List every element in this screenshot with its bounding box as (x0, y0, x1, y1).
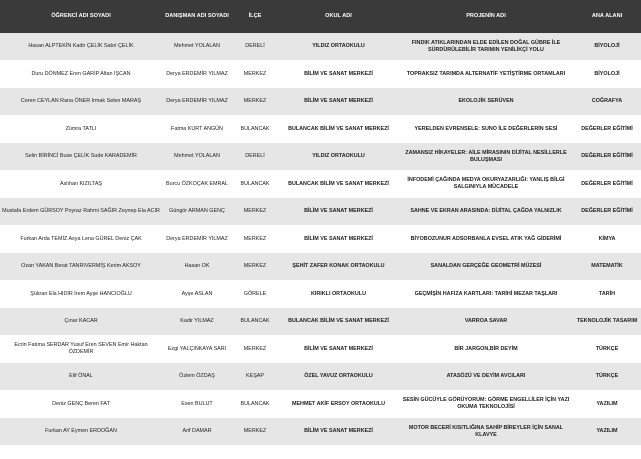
field-cell: DEĞERLER EĞİTİMİ (573, 198, 641, 226)
header-student: ÖĞRENCİ ADI SOYADI (0, 0, 162, 33)
student-cell: Hasan ALPTEKİN Kadir ÇELİK Sabri ÇELİK (0, 33, 162, 61)
table-row (0, 116, 641, 143)
student-cell: Mustafa Erdem GÜRSOY Poyraz Rahmi SAĞIR Zeynep Ela ACIR (0, 198, 162, 226)
student-cell: Şükran Ela HIDIR İrem Ayşe HANCIOĞLU (0, 281, 162, 308)
table-body (0, 33, 641, 446)
project-cell: BİR JARGON,BİR DEYİM (399, 336, 573, 363)
district-cell: BULANCAK (232, 308, 278, 336)
table-header (0, 0, 641, 33)
advisor-cell: Arif DAMAR (162, 418, 232, 446)
header-advisor: DANIŞMAN ADI SOYADI (162, 0, 232, 33)
project-cell: TOPRAKSIZ TARIMDA ALTERNATİF YETİŞTİRME ORTAMLARI (399, 61, 573, 88)
school-cell: BİLİM VE SANAT MERKEZİ (278, 61, 399, 88)
project-cell: BİYOBOZUNUR ADSORBANLA EVSEL ATIK YAĞ GİDERİMİ (399, 226, 573, 253)
field-cell: TEKNOLOJİK TASARIM (573, 308, 641, 336)
field-cell: TÜRKÇE (573, 363, 641, 391)
table-row (0, 308, 641, 336)
table-row (0, 33, 641, 61)
table-row (0, 171, 641, 198)
field-cell: DEĞERLER EĞİTİMİ (573, 143, 641, 171)
project-cell: EKOLOJİK SERÜVEN (399, 88, 573, 116)
project-cell: ATASÖZÜ VE DEYİM AVCILARI (399, 363, 573, 391)
district-cell: KEŞAP (232, 363, 278, 391)
advisor-cell: Mehmet YOLALAN (162, 33, 232, 61)
student-cell: Furkan Arda TEMİZ Asya Lena GÜREL Deniz ÇAK (0, 226, 162, 253)
table-row (0, 363, 641, 391)
district-cell: BULANCAK (232, 171, 278, 198)
advisor-cell: Burcu ÖZKOÇAK EMRAL (162, 171, 232, 198)
student-cell: Furkan AY Eymen ERDOĞAN (0, 418, 162, 446)
district-cell: MERKEZ (232, 226, 278, 253)
field-cell: MATEMATİK (573, 253, 641, 281)
student-cell: Çınar KACAR (0, 308, 162, 336)
advisor-cell: Güngör ARMAN GENÇ (162, 198, 232, 226)
school-cell: BİLİM VE SANAT MERKEZİ (278, 198, 399, 226)
school-cell: BİLİM VE SANAT MERKEZİ (278, 336, 399, 363)
advisor-cell: Esen BULUT (162, 391, 232, 418)
school-cell: MEHMET AKİF ERSOY ORTAOKULU (278, 391, 399, 418)
school-cell: ÖZEL YAVUZ ORTAOKULU (278, 363, 399, 391)
project-cell: FINDIK ATIKLARINDAN ELDE EDİLEN DOĞAL GÜBRE İLE SÜRDÜRÜLEBİLİR TARIMIN YENİLİKÇİ YOLU (399, 33, 573, 61)
table-row (0, 391, 641, 418)
district-cell: MERKEZ (232, 418, 278, 446)
district-cell: DERELİ (232, 33, 278, 61)
student-cell: Ozan YAKAN Berat TANRIVERMİŞ Kerim AKSOY (0, 253, 162, 281)
header-row (0, 0, 641, 33)
project-cell: VARROA SAVAR (399, 308, 573, 336)
table-row (0, 61, 641, 88)
district-cell: MERKEZ (232, 61, 278, 88)
advisor-cell: Derya ERDEMİR YILMAZ (162, 226, 232, 253)
table-row (0, 336, 641, 363)
field-cell: YAZILIM (573, 391, 641, 418)
student-cell: Zümra TATLI (0, 116, 162, 143)
table-row (0, 198, 641, 226)
project-cell: SESİN GÜCÜYLE GÖRÜYORUM: GÖRME ENGELLİLER İÇİN YAZI OKUMA TEKNOLOJİSİ (399, 391, 573, 418)
district-cell: BULANCAK (232, 116, 278, 143)
field-cell: YAZILIM (573, 418, 641, 446)
school-cell: BULANCAK BİLİM VE SANAT MERKEZİ (278, 171, 399, 198)
project-cell: SANALDAN GERÇEĞE GEOMETRİ MÜZESİ (399, 253, 573, 281)
project-cell: YERELDEN EVRENSELE: SUNO İLE DEĞERLERİN SESİ (399, 116, 573, 143)
project-cell: MOTOR BECERİ KISITLIĞINA SAHİP BİREYLER İÇİN SANAL KLAVYE (399, 418, 573, 446)
advisor-cell: Hasan OK (162, 253, 232, 281)
school-cell: YILDIZ ORTAOKULU (278, 33, 399, 61)
field-cell: DEĞERLER EĞİTİMİ (573, 171, 641, 198)
district-cell: MERKEZ (232, 198, 278, 226)
field-cell: COĞRAFYA (573, 88, 641, 116)
school-cell: YILDIZ ORTAOKULU (278, 143, 399, 171)
advisor-cell: Kadir YILMAZ (162, 308, 232, 336)
school-cell: BULANCAK BİLİM VE SANAT MERKEZİ (278, 116, 399, 143)
field-cell: BİYOLOJİ (573, 61, 641, 88)
advisor-cell: Mehmet YOLALAN (162, 143, 232, 171)
student-cell: Duru DÖNMEZ Eren GARİP Altan İŞCAN (0, 61, 162, 88)
student-cell: Deniz GENÇ Beren FAT (0, 391, 162, 418)
school-cell: KIRIKLI ORTAOKULU (278, 281, 399, 308)
project-cell: GEÇMİŞİN HAFIZA KARTLARI: TARİHİ MEZAR TAŞLARI (399, 281, 573, 308)
advisor-cell: Fatma KURT ANGÜN (162, 116, 232, 143)
school-cell: BİLİM VE SANAT MERKEZİ (278, 88, 399, 116)
field-cell: BİYOLOJİ (573, 33, 641, 61)
field-cell: DEĞERLER EĞİTİMİ (573, 116, 641, 143)
advisor-cell: Ayşe ASLAN (162, 281, 232, 308)
advisor-cell: Ezgi YALÇINKAYA SARI (162, 336, 232, 363)
header-district: İLÇE (232, 0, 278, 33)
district-cell: MERKEZ (232, 88, 278, 116)
district-cell: MERKEZ (232, 253, 278, 281)
table-row (0, 143, 641, 171)
field-cell: TÜRKÇE (573, 336, 641, 363)
table-row (0, 226, 641, 253)
project-cell: ZAMANSIZ HİKAYELER: AİLE MİRASININ DİJİTAL NESİLLERLE BULUŞMASI (399, 143, 573, 171)
header-school: OKUL ADI (278, 0, 399, 33)
student-cell: Ecrin Fatıma SERDAR Yusuf Eren SEVEN Emir Haktan ÖZDEMİR (0, 336, 162, 363)
advisor-cell: Özlem ÖZDAŞ (162, 363, 232, 391)
advisor-cell: Derya ERDEMİR YILMAZ (162, 61, 232, 88)
table-row (0, 88, 641, 116)
district-cell: DERELİ (232, 143, 278, 171)
field-cell: TARİH (573, 281, 641, 308)
district-cell: MERKEZ (232, 336, 278, 363)
project-cell: SAHNE VE EKRAN ARASINDA: DİJİTAL ÇAĞDA YALNIZLIK (399, 198, 573, 226)
student-cell: Aslıhan KIZILTAŞ (0, 171, 162, 198)
header-field: ANA ALANI (573, 0, 641, 33)
student-cell: Selin BİRİNCİ Buse ÇELİK Sude KARADEMİR (0, 143, 162, 171)
school-cell: BİLİM VE SANAT MERKEZİ (278, 418, 399, 446)
table-row (0, 281, 641, 308)
header-project: PROJENİN ADI (399, 0, 573, 33)
advisor-cell: Derya ERDEMİR YILMAZ (162, 88, 232, 116)
student-cell: Elif ÖNAL (0, 363, 162, 391)
school-cell: BİLİM VE SANAT MERKEZİ (278, 226, 399, 253)
project-cell: İNFODEMİ ÇAĞINDA MEDYA OKURYAZARLIĞI: YANLIŞ BİLGİ SALGINIYLA MÜCADELE (399, 171, 573, 198)
table-row (0, 418, 641, 446)
table-row (0, 253, 641, 281)
school-cell: BULANCAK BİLİM VE SANAT MERKEZİ (278, 308, 399, 336)
district-cell: BULANCAK (232, 391, 278, 418)
field-cell: KİMYA (573, 226, 641, 253)
district-cell: GÖRELE (232, 281, 278, 308)
school-cell: ŞEHİT ZAFER KONAK ORTAOKULU (278, 253, 399, 281)
student-cell: Ceren CEYLAN Rana ÖNER Irmak Selen MARAŞ (0, 88, 162, 116)
